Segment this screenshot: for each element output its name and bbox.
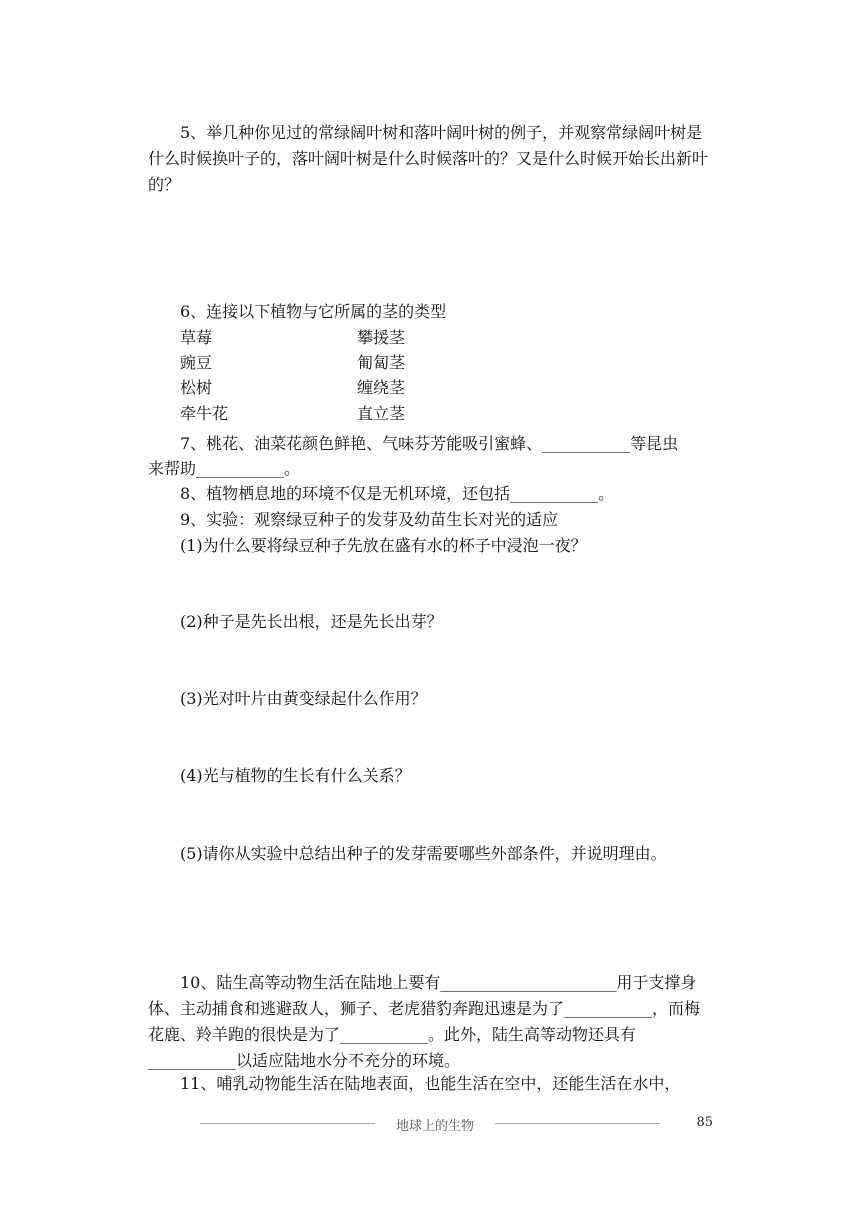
question-9-title: 9、实验：观察绿豆种子的发芽及幼苗生长对光的适应 — [180, 510, 559, 529]
q6-plant-4: 牵牛花 — [180, 404, 229, 423]
q6-plant-1: 草莓 — [180, 328, 213, 347]
page-footer — [200, 1113, 713, 1133]
footer-title: 地球上的生物 — [395, 1119, 474, 1134]
page-number: 85 — [696, 1115, 713, 1130]
footer-rule-left — [200, 1123, 375, 1124]
q6-plant-3: 松树 — [180, 378, 213, 397]
question-7-line-2: 来帮助___________。 — [148, 459, 301, 478]
question-9-sub-4: (4)光与植物的生长有什么关系？ — [180, 766, 411, 785]
q6-stem-2: 匍匐茎 — [357, 353, 406, 372]
question-9-sub-3: (3)光对叶片由黄变绿起什么作用？ — [180, 689, 427, 708]
question-6-title: 6、连接以下植物与它所属的茎的类型 — [180, 302, 447, 321]
question-9-sub-1: (1)为什么要将绿豆种子先放在盛有水的杯子中浸泡一夜？ — [180, 536, 587, 555]
question-9-sub-5: (5)请你从实验中总结出种子的发芽需要哪些外部条件，并说明理由。 — [180, 844, 667, 863]
question-9-sub-2: (2)种子是先长出根，还是先长出芽？ — [180, 612, 443, 631]
q6-stem-1: 攀援茎 — [357, 328, 406, 347]
question-11: 11、哺乳动物能生活在陆地表面，也能生活在空中，还能生活在水中， — [180, 1074, 681, 1093]
footer-rule-right — [495, 1123, 660, 1124]
q6-plant-2: 豌豆 — [180, 353, 213, 372]
question-5: 5、举几种你见过的常绿阔叶树和落叶阔叶树的例子，并观察常绿阔叶树是什么时候换叶子的，落叶阔叶树是什么时候落叶的？又是什么时候开始长出新叶的？ — [148, 123, 709, 194]
q6-stem-4: 直立茎 — [357, 404, 406, 423]
question-7-line-1: 7、桃花、油菜花颜色鲜艳、气味芬芳能吸引蜜蜂、___________等昆虫 — [180, 434, 679, 453]
question-10: 10、陆生高等动物生活在陆地上要有______________________用于支撑身体、主动捕食和逃避敌人，狮子、老虎猎豹奔跑迅速是为了___________，而梅花鹿、羚羊跑的很快是为了___________。此外，陆生高等动物还具有___________以适应陆地水分不充分的环境。 — [148, 973, 701, 1070]
q6-stem-3: 缠绕茎 — [357, 378, 406, 397]
question-8: 8、植物栖息地的环境不仅是无机环境，还包括___________。 — [180, 484, 615, 503]
